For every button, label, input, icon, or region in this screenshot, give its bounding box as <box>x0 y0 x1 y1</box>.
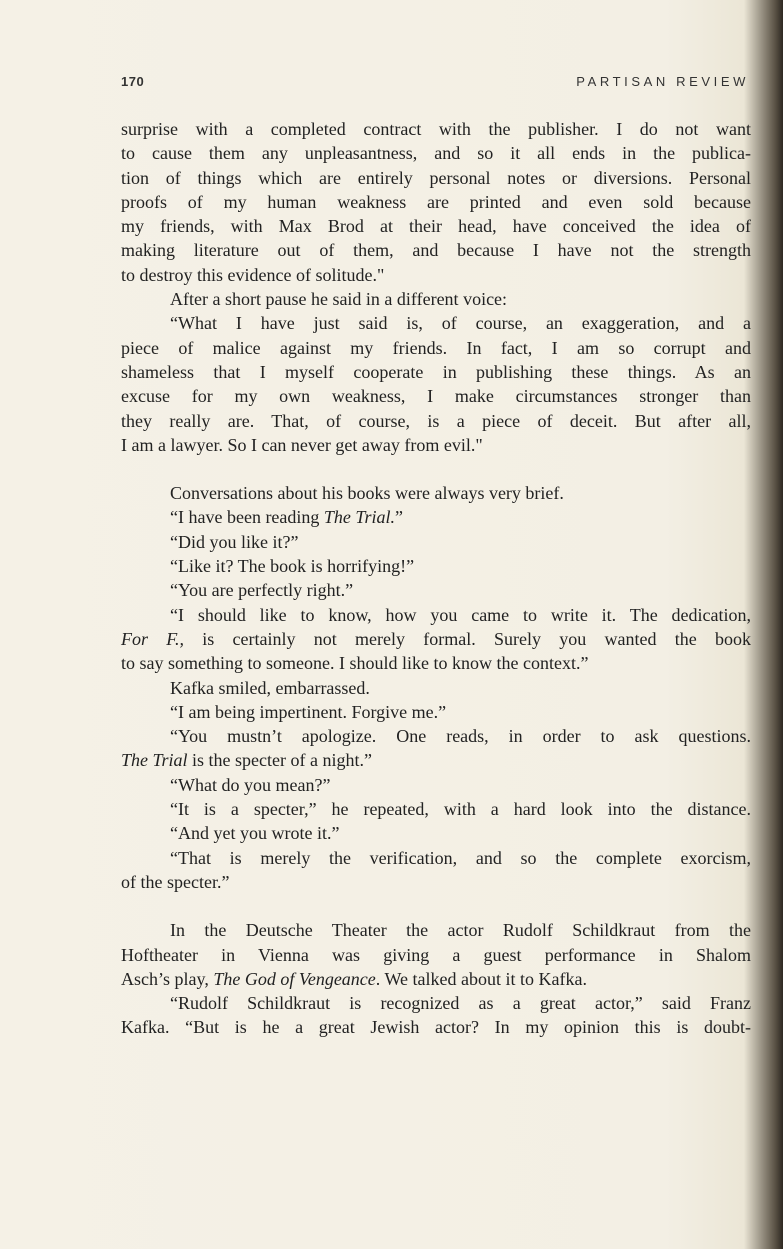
text-line: Hoftheater in Vienna was giving a guest performance in Shalom <box>121 944 751 965</box>
text-line: excuse for my own weakness, I make circumstances stronger than <box>121 386 751 407</box>
paragraph: “What do you mean?” <box>170 774 331 795</box>
paragraph: After a short pause he said in a different voice: <box>170 289 508 310</box>
paragraph: “You are perfectly right.” <box>170 580 354 601</box>
text-line: “That is merely the verification, and so the complete exorcism, <box>170 847 751 868</box>
text-line: to cause them any unpleasantness, and so it all ends in the publica- <box>121 143 751 164</box>
text-line: of the specter.” <box>121 871 230 892</box>
paragraph: “I have been reading The Trial.” <box>170 507 403 528</box>
text-line: making literature out of them, and because I have not the strength <box>121 240 751 261</box>
text-line: to destroy this evidence of solitude." <box>121 264 385 285</box>
text-line: “Rudolf Schildkraut is recognized as a great actor,” said Franz <box>170 993 751 1014</box>
text-line: surprise with a completed contract with the publisher. I do not want <box>121 119 751 139</box>
text-line: tion of things which are entirely personal notes or diversions. Personal <box>121 167 751 188</box>
paragraph: “I am being impertinent. Forgive me.” <box>170 701 447 722</box>
book-title: The Trial <box>121 750 188 771</box>
text-line: they really are. That, of course, is a piece of deceit. But after all, <box>121 410 751 431</box>
running-head: PARTISAN REVIEW <box>576 74 749 89</box>
page-header <box>121 74 751 96</box>
text-line: “What I have just said is, of course, an exaggeration, and a <box>170 313 751 334</box>
play-title: The God of Vengeance <box>213 968 376 989</box>
paragraph: “And yet you wrote it.” <box>170 823 340 844</box>
paragraph: “Like it? The book is horrifying!” <box>170 556 415 577</box>
text-line: The Trial is the specter of a night.” <box>121 750 372 771</box>
text-line: to say something to someone. I should like to know the context.” <box>121 653 589 674</box>
text-line: Asch’s play, The God of Vengeance. We talked about it to Kafka. <box>121 968 587 989</box>
section-break <box>121 457 751 481</box>
paragraph: “It is a specter,” he repeated, with a hard look into the distance. <box>170 799 751 820</box>
text-line: For F., is certainly not merely formal. Surely you wanted the book <box>121 628 751 649</box>
book-title: The Trial. <box>323 507 395 528</box>
paragraph: Conversations about his books were always very brief. <box>170 483 564 504</box>
body-text <box>121 117 751 1040</box>
dedication-title: For F., <box>121 628 184 649</box>
text-line: Kafka. “But is he a great Jewish actor? In my opinion this is doubt- <box>121 1017 751 1038</box>
text-line: “I should like to know, how you came to write it. The dedication, <box>170 604 751 625</box>
text-line: “You mustn’t apologize. One reads, in order to ask questions. <box>170 726 751 747</box>
paragraph: “Did you like it?” <box>170 531 299 552</box>
text-line: piece of malice against my friends. In fact, I am so corrupt and <box>121 337 751 358</box>
text-line: proofs of my human weakness are printed and even sold because <box>121 191 751 212</box>
text-line: I am a lawyer. So I can never get away from evil." <box>121 434 483 455</box>
paragraph: Kafka smiled, embarrassed. <box>170 677 370 698</box>
section-break <box>121 894 751 918</box>
text-line: In the Deutsche Theater the actor Rudolf Schildkraut from the <box>170 920 751 941</box>
text-line: shameless that I myself cooperate in publishing these things. As an <box>121 361 751 382</box>
text-line: my friends, with Max Brod at their head, have conceived the idea of <box>121 216 751 237</box>
page-number: 170 <box>121 74 145 89</box>
